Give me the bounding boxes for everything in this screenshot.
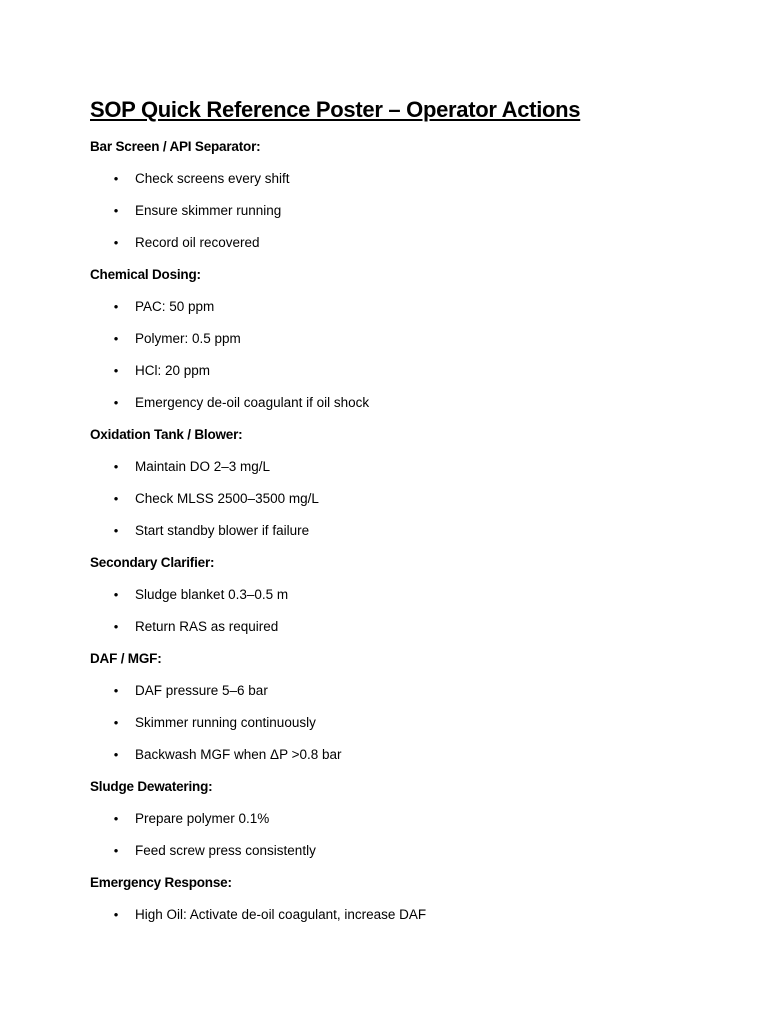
list-item-text: Start standby blower if failure	[135, 523, 310, 538]
bullet-icon: •	[113, 203, 119, 218]
list-item-text: Skimmer running continuously	[135, 715, 316, 730]
bullet-list	[90, 905, 768, 925]
list-item-text: Record oil recovered	[135, 235, 260, 250]
section	[90, 873, 768, 925]
list-item	[90, 905, 768, 925]
list-item	[90, 201, 768, 221]
bullet-icon: •	[113, 299, 119, 314]
list-item-text: DAF pressure 5–6 bar	[135, 683, 268, 698]
section	[90, 553, 768, 637]
section-heading: Sludge Dewatering:	[90, 779, 213, 794]
bullet-icon: •	[113, 683, 119, 698]
bullet-icon: •	[113, 523, 119, 538]
sections-container	[90, 137, 768, 925]
list-item	[90, 617, 768, 637]
list-item	[90, 713, 768, 733]
list-item-text: Backwash MGF when ΔP >0.8 bar	[135, 747, 342, 762]
bullet-icon: •	[113, 747, 119, 762]
list-item	[90, 745, 768, 765]
bullet-icon: •	[113, 491, 119, 506]
list-item-text: High Oil: Activate de-oil coagulant, increase DAF	[135, 907, 427, 922]
list-item-text: Maintain DO 2–3 mg/L	[135, 459, 271, 474]
bullet-icon: •	[113, 843, 119, 858]
list-item	[90, 521, 768, 541]
section-heading: Oxidation Tank / Blower:	[90, 427, 243, 442]
bullet-list	[90, 585, 768, 637]
section	[90, 265, 768, 413]
list-item	[90, 841, 768, 861]
list-item	[90, 329, 768, 349]
section	[90, 777, 768, 861]
bullet-icon: •	[113, 907, 119, 922]
bullet-icon: •	[113, 235, 119, 250]
bullet-list	[90, 681, 768, 765]
list-item-text: HCl: 20 ppm	[135, 363, 211, 378]
list-item-text: PAC: 50 ppm	[135, 299, 215, 314]
list-item-text: Ensure skimmer running	[135, 203, 282, 218]
list-item	[90, 457, 768, 477]
bullet-list	[90, 169, 768, 253]
list-item-text: Prepare polymer 0.1%	[135, 811, 270, 826]
list-item	[90, 169, 768, 189]
list-item	[90, 809, 768, 829]
bullet-icon: •	[113, 395, 119, 410]
bullet-list	[90, 297, 768, 413]
list-item	[90, 393, 768, 413]
page-title: SOP Quick Reference Poster – Operator Actions	[90, 97, 581, 122]
bullet-icon: •	[113, 171, 119, 186]
list-item-text: Check screens every shift	[135, 171, 290, 186]
bullet-icon: •	[113, 715, 119, 730]
list-item	[90, 585, 768, 605]
bullet-icon: •	[113, 587, 119, 602]
bullet-icon: •	[113, 619, 119, 634]
list-item-text: Return RAS as required	[135, 619, 279, 634]
list-item-text: Sludge blanket 0.3–0.5 m	[135, 587, 289, 602]
bullet-icon: •	[113, 331, 119, 346]
list-item	[90, 233, 768, 253]
section	[90, 137, 768, 253]
bullet-icon: •	[113, 459, 119, 474]
section-heading: Emergency Response:	[90, 875, 232, 890]
list-item	[90, 681, 768, 701]
list-item-text: Emergency de-oil coagulant if oil shock	[135, 395, 370, 410]
bullet-list	[90, 809, 768, 861]
bullet-icon: •	[113, 811, 119, 826]
section-heading: Bar Screen / API Separator:	[90, 139, 261, 154]
list-item	[90, 489, 768, 509]
list-item	[90, 361, 768, 381]
list-item	[90, 297, 768, 317]
section	[90, 649, 768, 765]
section-heading: Chemical Dosing:	[90, 267, 201, 282]
bullet-icon: •	[113, 363, 119, 378]
bullet-list	[90, 457, 768, 541]
list-item-text: Feed screw press consistently	[135, 843, 316, 858]
section-heading: DAF / MGF:	[90, 651, 162, 666]
list-item-text: Polymer: 0.5 ppm	[135, 331, 241, 346]
section	[90, 425, 768, 541]
list-item-text: Check MLSS 2500–3500 mg/L	[135, 491, 319, 506]
section-heading: Secondary Clarifier:	[90, 555, 215, 570]
